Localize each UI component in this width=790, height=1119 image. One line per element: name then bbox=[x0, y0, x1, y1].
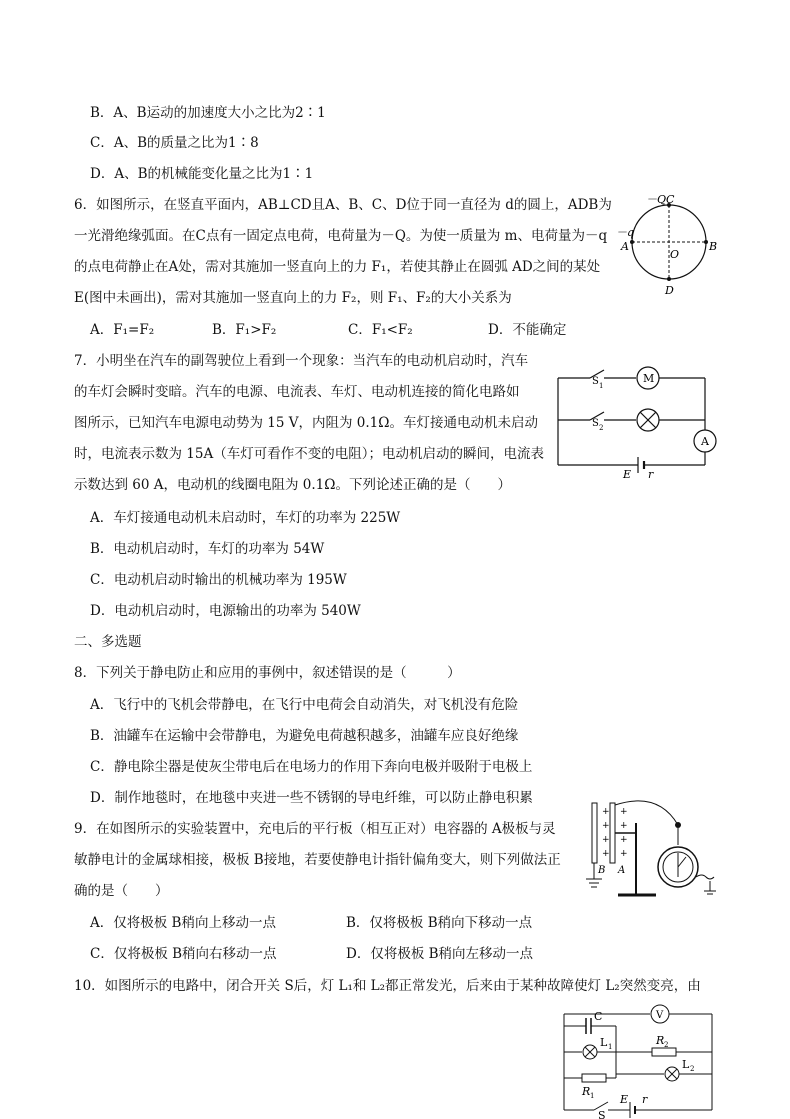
svg-text:+: + bbox=[620, 849, 628, 859]
q5-option-b: B．A、B运动的加速度大小之比为2∶1 bbox=[90, 105, 326, 121]
q9-option-c: C．仅将极板 B稍向右移动一点 bbox=[90, 946, 277, 962]
q9-option-b: B．仅将极板 B稍向下移动一点 bbox=[346, 915, 533, 931]
q7-circuit-figure bbox=[552, 360, 722, 485]
resistor-r2-symbol bbox=[652, 1048, 676, 1056]
label-d: D bbox=[665, 284, 674, 297]
label-v: V bbox=[656, 1010, 664, 1021]
q10-stem-line-1: 10．如图所示的电路中，闭合开关 S后，灯 L₁和 L₂都正常发光，后来由于某种故障使灯 L₂突然变亮，由 bbox=[74, 978, 701, 994]
q9-stem-line-3: 确的是（ ） bbox=[74, 883, 169, 899]
q8-stem: 8．下列关于静电防止和应用的事例中，叙述错误的是（ ） bbox=[74, 665, 461, 681]
plate-a bbox=[610, 803, 615, 863]
label-r1: R bbox=[582, 1085, 591, 1098]
q10-circuit-figure bbox=[560, 1002, 720, 1119]
label-a: A bbox=[621, 240, 629, 253]
motor-label: M bbox=[643, 372, 655, 385]
resistance-label: r bbox=[648, 468, 654, 481]
q8-option-a: A．飞行中的飞机会带静电，在飞行中电荷会自动消失，对飞机没有危险 bbox=[90, 697, 519, 713]
ammeter-label: A bbox=[701, 435, 709, 448]
label-l2: L bbox=[682, 1058, 690, 1071]
svg-text:1: 1 bbox=[599, 382, 604, 390]
q5-option-c: C．A、B的质量之比为1∶8 bbox=[90, 135, 259, 151]
label-c: C bbox=[594, 1010, 603, 1023]
label-a: A bbox=[618, 865, 626, 876]
svg-text:+: + bbox=[620, 835, 628, 845]
q6-circle-figure bbox=[612, 192, 722, 300]
q8-option-c: C．静电除尘器是使灰尘带电后在电场力的作用下奔向电极并吸附于电极上 bbox=[90, 759, 533, 775]
svg-text:+: + bbox=[602, 849, 610, 859]
q6-stem-line-2: 一光滑绝缘弧面。在C点有一固定点电荷，电荷量为－Q。为使一质量为 m、电荷量为－q bbox=[74, 228, 608, 244]
q9-option-d: D．仅将极板 B稍向左移动一点 bbox=[346, 946, 534, 962]
q7-option-a: A．车灯接通电动机未启动时，车灯的功率为 225W bbox=[90, 510, 401, 526]
label-q: －q bbox=[616, 226, 635, 239]
q9-stem-line-1: 9．在如图所示的实验装置中，充电后的平行板（相互正对）电容器的 A极板与灵 bbox=[74, 821, 556, 837]
s2-label: S bbox=[592, 418, 599, 429]
section-title-multiple-choice: 二、多选题 bbox=[74, 634, 142, 650]
q7-stem-line-5: 示数达到 60 A，电动机的线圈电阻为 0.1Ω。下列论述正确的是（ ） bbox=[74, 477, 511, 493]
q6-option-c: C．F₁<F₂ bbox=[348, 322, 413, 338]
label-c: C bbox=[666, 193, 675, 206]
svg-text:2: 2 bbox=[690, 1065, 695, 1073]
q7-option-d: D．电动机启动时，电源输出的功率为 540W bbox=[90, 603, 361, 619]
label-s: S bbox=[598, 1109, 606, 1119]
q6-option-b: B．F₁>F₂ bbox=[212, 322, 277, 338]
resistor-r1-symbol bbox=[582, 1074, 606, 1082]
label-b: B bbox=[598, 865, 606, 876]
svg-text:+: + bbox=[602, 807, 610, 817]
q5-option-d: D．A、B的机械能变化量之比为1∶1 bbox=[90, 166, 314, 182]
q7-stem-line-2: 的车灯会瞬时变暗。汽车的电源、电流表、车灯、电动机连接的简化电路如 bbox=[74, 384, 520, 400]
q8-option-d: D．制作地毯时，在地毯中夹进一些不锈钢的导电纤维，可以防止静电积累 bbox=[90, 790, 533, 806]
svg-text:2: 2 bbox=[664, 1041, 669, 1049]
q6-stem-line-4: E(图中未画出)，需对其施加一竖直向上的力 F₂，则 F₁、F₂的大小关系为 bbox=[74, 290, 512, 306]
q8-option-b: B．油罐车在运输中会带静电，为避免电荷越积越多，油罐车应良好绝缘 bbox=[90, 728, 519, 744]
label-e: E bbox=[620, 1093, 629, 1106]
q9-stem-line-2: 敏静电计的金属球相接，极板 B接地，若要使静电计指针偏角变大，则下列做法正 bbox=[74, 852, 561, 868]
plate-b bbox=[592, 803, 597, 863]
q6-option-a: A．F₁=F₂ bbox=[90, 322, 155, 338]
label-r2: R bbox=[656, 1034, 665, 1047]
svg-text:+: + bbox=[620, 807, 628, 817]
label-o: O bbox=[670, 248, 680, 261]
svg-text:+: + bbox=[620, 821, 628, 831]
q7-option-b: B．电动机启动时，车灯的功率为 54W bbox=[90, 541, 325, 557]
q7-stem-line-1: 7．小明坐在汽车的副驾驶位上看到一个现象：当汽车的电动机启动时，汽车 bbox=[74, 353, 529, 369]
q9-electrometer-figure bbox=[578, 793, 726, 905]
svg-text:2: 2 bbox=[599, 424, 604, 432]
q7-stem-line-4: 时，电流表示数为 15A（车灯可看作不变的电阻）；电动机启动的瞬间，电流表 bbox=[74, 446, 544, 462]
q7-stem-line-3: 图所示，已知汽车电源电动势为 15 V，内阻为 0.1Ω。车灯接通电动机未启动 bbox=[74, 415, 538, 431]
q6-stem-line-3: 的点电荷静止在A处，需对其施加一竖直向上的力 F₁，若使其静止在圆弧 AD之间的某处 bbox=[74, 259, 601, 275]
q6-option-d: D．不能确定 bbox=[488, 322, 567, 338]
svg-text:1: 1 bbox=[608, 1043, 613, 1051]
label-b: B bbox=[709, 240, 718, 253]
label-charge: －Q bbox=[646, 193, 667, 206]
s1-label: S bbox=[592, 376, 599, 387]
emf-label: E bbox=[623, 468, 632, 481]
label-l1: L bbox=[600, 1036, 608, 1049]
svg-text:+: + bbox=[602, 835, 610, 845]
svg-text:1: 1 bbox=[590, 1092, 595, 1100]
label-r: r bbox=[642, 1093, 648, 1106]
svg-text:+: + bbox=[602, 821, 610, 831]
q9-option-a: A．仅将极板 B稍向上移动一点 bbox=[90, 915, 276, 931]
q7-option-c: C．电动机启动时输出的机械功率为 195W bbox=[90, 572, 347, 588]
q6-stem-line-1: 6．如图所示，在竖直平面内，AB⊥CD且A、B、C、D位于同一直径为 d的圆上，ADB为 bbox=[74, 197, 612, 213]
